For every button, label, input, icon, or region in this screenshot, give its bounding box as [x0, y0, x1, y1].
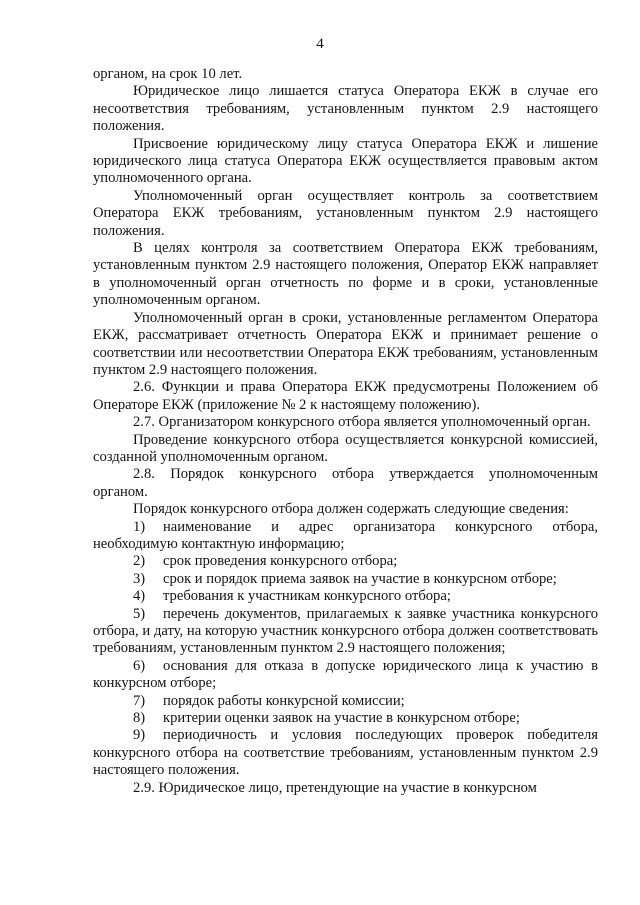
list-item-number: 6)	[133, 657, 146, 674]
paragraph: органом, на срок 10 лет.	[93, 66, 243, 82]
list-item	[93, 571, 598, 588]
list-item-number: 7)	[133, 692, 146, 709]
document-body	[93, 66, 598, 797]
list-item-text: перечень документов, прилагаемых к заявке участника конкурсного отбора, и дату, на которую участник конкурсного отбора должен соответствовать требованиям, установленным пунктом 2.9 настоящего положения;	[93, 605, 598, 657]
list-item-number: 1)	[133, 518, 146, 535]
list-item	[93, 693, 598, 710]
paragraph: Уполномоченный орган в сроки, установленные регламентом Оператора ЕКЖ, рассматривает отчетность Оператора ЕКЖ и принимает решение о соответствии или несоответствии Оператора ЕКЖ требованиям, установленным пунктом 2.9 настоящего положения.	[93, 309, 598, 378]
list-item	[93, 553, 598, 570]
list-item-number: 3)	[133, 570, 146, 587]
list-item	[93, 588, 598, 605]
paragraph-2-7: 2.7. Организатором конкурсного отбора является уполномоченный орган.	[133, 414, 591, 431]
list-item	[93, 519, 598, 554]
paragraph: Проведение конкурсного отбора осуществляется конкурсной комиссией, созданной уполномоченным органом.	[93, 431, 598, 465]
list-item-text: наименование и адрес организатора конкурсного отбора, необходимую контактную информацию;	[93, 518, 598, 552]
list-item	[93, 658, 598, 693]
list-item	[93, 710, 598, 727]
list-item-text: периодичность и условия последующих проверок победителя конкурсного отбора на соответствие требованиям, установленным пунктом 2.9 настоящего положения.	[93, 727, 598, 779]
paragraph: Уполномоченный орган осуществляет контроль за соответствием Оператора ЕКЖ требованиям, установленным пунктом 2.9 настоящего положения.	[93, 187, 598, 239]
list-item	[93, 606, 598, 658]
paragraph-2-9: 2.9. Юридическое лицо, претендующие на участие в конкурсном	[133, 779, 537, 796]
list-item-text: критерии оценки заявок на участие в конкурсном отборе;	[163, 710, 520, 727]
list-item	[93, 727, 598, 779]
list-item-number: 9)	[133, 727, 146, 744]
paragraph: В целях контроля за соответствием Оператора ЕКЖ требованиям, установленным пунктом 2.9 настоящего положения, Оператор ЕКЖ направляет в уполномоченный орган отчетность по форме и в сроки, установленные уполномоченным органом.	[93, 240, 598, 309]
list-item-text: требования к участникам конкурсного отбора;	[163, 588, 451, 605]
list-item-number: 4)	[133, 588, 146, 605]
list-item-text: основания для отказа в допуске юридического лица к участию в конкурсном отборе;	[93, 657, 598, 692]
list-item-text: срок проведения конкурсного отбора;	[163, 553, 398, 570]
paragraph-2-6: 2.6. Функции и права Оператора ЕКЖ предусмотрены Положением об Операторе ЕКЖ (приложение № 2 к настоящему положению).	[93, 379, 598, 413]
list-item-text: порядок работы конкурсной комиссии;	[163, 692, 405, 709]
paragraph: Порядок конкурсного отбора должен содержать следующие сведения:	[133, 501, 569, 518]
paragraph-2-8: 2.8. Порядок конкурсного отбора утверждается уполномоченным органом.	[93, 466, 598, 500]
list-item-number: 8)	[133, 710, 146, 727]
paragraph: Юридическое лицо лишается статуса Оператора ЕКЖ в случае его несоответствия требованиям, установленным пунктом 2.9 настоящего положения.	[93, 83, 598, 135]
list-item-text: срок и порядок приема заявок на участие в конкурсном отборе;	[163, 570, 557, 587]
page-number: 4	[316, 36, 324, 52]
list-item-number: 5)	[133, 605, 146, 622]
list-item-number: 2)	[133, 553, 146, 570]
paragraph: Присвоение юридическому лицу статуса Оператора ЕКЖ и лишение юридического лица статуса Оператора ЕКЖ осуществляется правовым актом уполномоченного органа.	[93, 135, 598, 187]
